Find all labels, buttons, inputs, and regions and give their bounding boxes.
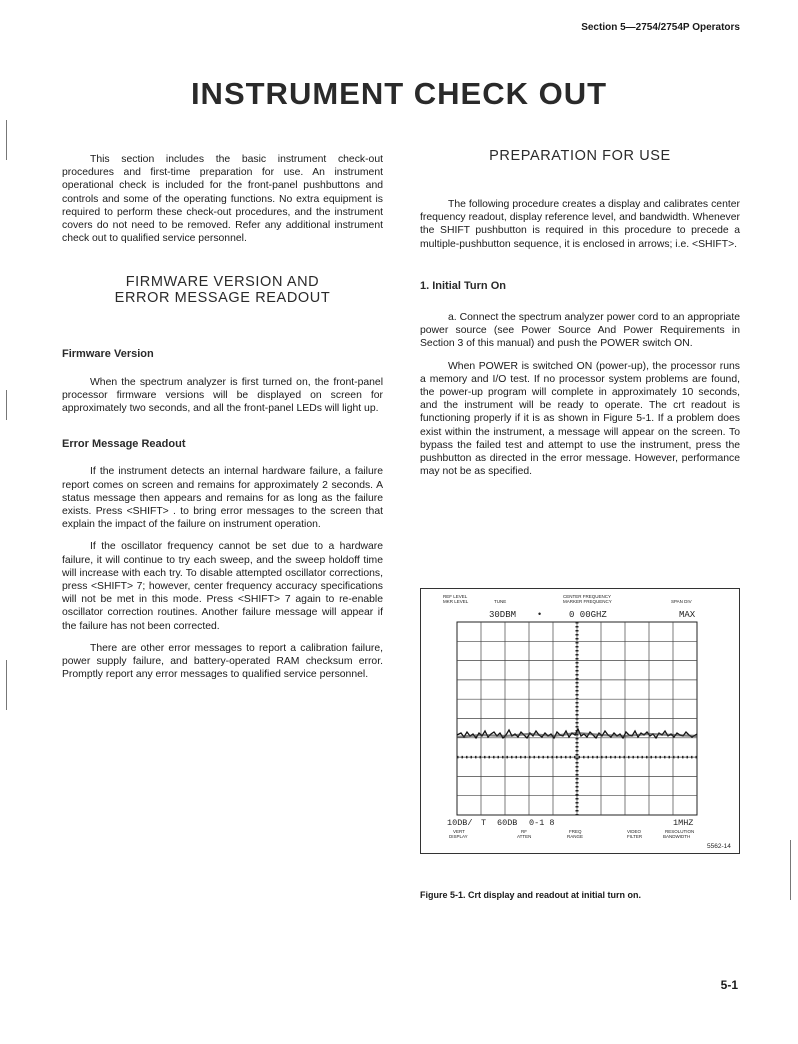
preparation-paragraph: The following procedure creates a display and calibrates center frequency readout, display reference level, and bandwidth. Whenever the SHIFT pushbutton is required in this procedure to precede a multiple-pushbutton sequence, it is enclosed in arrows; i.e. <SHIFT>. bbox=[420, 199, 740, 250]
firmware-version-heading: Firmware Version bbox=[62, 348, 154, 361]
figure-caption: Figure 5-1. Crt display and readout at initial turn on. bbox=[420, 890, 642, 900]
step-a-paragraph: a. Connect the spectrum analyzer power cord to an appropriate power source (see Power Source And Power Requirements in Section 3 of this manual) and push the POWER switch ON. bbox=[420, 312, 740, 350]
error-paragraph-2: If the oscillator frequency cannot be set due to a hardware failure, it will continue to try each sweep, and the sweep holdoff time will increase with each try. To disable attempted oscillator corrections, press <SHIFT> 7; however, center frequency accuracy specifications will not be met in this mode. Press <SHIFT> 7 again to re-enable oscillator correction routines. Another failure message will appear if the failure has not been corrected. bbox=[62, 541, 383, 632]
readout-vert-display: 10DB/ bbox=[447, 818, 473, 828]
preparation-heading: PREPARATION FOR USE bbox=[489, 148, 671, 164]
right-column bbox=[420, 148, 740, 487]
scan-artifact bbox=[6, 390, 7, 420]
page-title: INSTRUMENT CHECK OUT bbox=[190, 76, 608, 111]
crt-figure bbox=[420, 588, 740, 854]
crt-graticule bbox=[457, 622, 697, 815]
label-center-frequency: CENTER FREQUENCY bbox=[563, 594, 612, 599]
label-vert-display-1: VERT bbox=[453, 829, 465, 834]
label-freq-range-2: RANGE bbox=[567, 834, 584, 839]
readout-span: MAX bbox=[679, 610, 696, 620]
label-video-filter-2: FILTER bbox=[627, 834, 643, 839]
section-heading-line-2: ERROR MESSAGE READOUT bbox=[114, 290, 331, 307]
readout-ref-level: 30DBM bbox=[489, 610, 517, 620]
label-marker-frequency: MARKER FREQUENCY bbox=[563, 599, 612, 604]
label-tune: TUNE bbox=[494, 599, 507, 604]
label-rf-atten-2: ATTEN bbox=[517, 834, 532, 839]
error-paragraph-1: If the instrument detects an internal hardware failure, a failure report comes on screen and remains for approximately 2 seconds. A status message then appears and remains for as long as the failure exists. Press <SHIFT> . to bring error messages to the screen that explain the impact of the failure on instrument operation. bbox=[62, 466, 383, 531]
scan-artifact bbox=[6, 660, 7, 710]
readout-tick: T bbox=[481, 818, 487, 828]
page-number: 5-1 bbox=[720, 978, 738, 992]
scan-artifact bbox=[6, 120, 7, 160]
label-span-div: SPAN DIV bbox=[671, 599, 692, 604]
label-vert-display-2: DISPLAY bbox=[449, 834, 468, 839]
scan-artifact bbox=[790, 840, 791, 900]
label-rf-atten-1: RF bbox=[521, 829, 527, 834]
label-mkr-level: MKR LEVEL bbox=[443, 599, 469, 604]
power-up-paragraph: When POWER is switched ON (power-up), the processor runs a memory and I/O test. If no processor system problems are found, the power-up program will complete in approximately 10 seconds, and the instrument will be ready to operate. The crt readout is functioning properly if it is as shown in Figure 5-1. If a problem does exist within the instrument, a message will appear on the screen. To bypass the failed test and attempt to use the instrument, press the pushbutton as directed in the error message. However, performance may not be as specified. bbox=[420, 360, 740, 478]
label-freq-range-1: FREQ bbox=[569, 829, 582, 834]
label-res-bw-2: BANDWIDTH bbox=[663, 834, 691, 839]
figure-id: 5562-14 bbox=[707, 843, 731, 850]
label-video-filter-1: VIDEO bbox=[627, 829, 642, 834]
section-header: Section 5—2754/2754P Operators bbox=[581, 22, 740, 33]
firmware-paragraph: When the spectrum analyzer is first turned on, the front-panel processor firmware versions will be displayed on screen for approximately two seconds, and all the front-panel LEDs will light up. bbox=[62, 376, 383, 415]
initial-turn-on-heading: 1. Initial Turn On bbox=[420, 279, 506, 292]
readout-atten: 60DB bbox=[497, 818, 518, 828]
readout-center-freq: 0 00GHZ bbox=[569, 610, 607, 620]
readout-rbw: 1MHZ bbox=[673, 818, 694, 828]
section-heading-line-1: FIRMWARE VERSION AND bbox=[125, 274, 320, 291]
error-message-heading: Error Message Readout bbox=[62, 438, 186, 451]
left-column bbox=[62, 153, 383, 690]
readout-dot: • bbox=[538, 609, 542, 619]
error-paragraph-3: There are other error messages to report a calibration failure, power supply failure, and battery-operated RAM checksum error. Promptly report any error messages to qualified service personnel. bbox=[62, 642, 383, 681]
intro-paragraph: This section includes the basic instrument check-out procedures and first-time preparation for use. An instrument operational check is included for the front-panel pushbuttons and controls and some of the operating functions. No extra equipment is required to perform these check-out procedures, and the instrument covers do not need to be removed. Refer any additional instrument check out to qualified service personnel. bbox=[62, 154, 383, 245]
crt-display-svg bbox=[421, 589, 739, 853]
readout-freq-range: 0-1 8 bbox=[529, 818, 555, 828]
label-res-bw-1: RESOLUTION bbox=[665, 829, 695, 834]
section-heading-firmware bbox=[62, 274, 383, 306]
label-ref-level: REF LEVEL bbox=[443, 594, 468, 599]
